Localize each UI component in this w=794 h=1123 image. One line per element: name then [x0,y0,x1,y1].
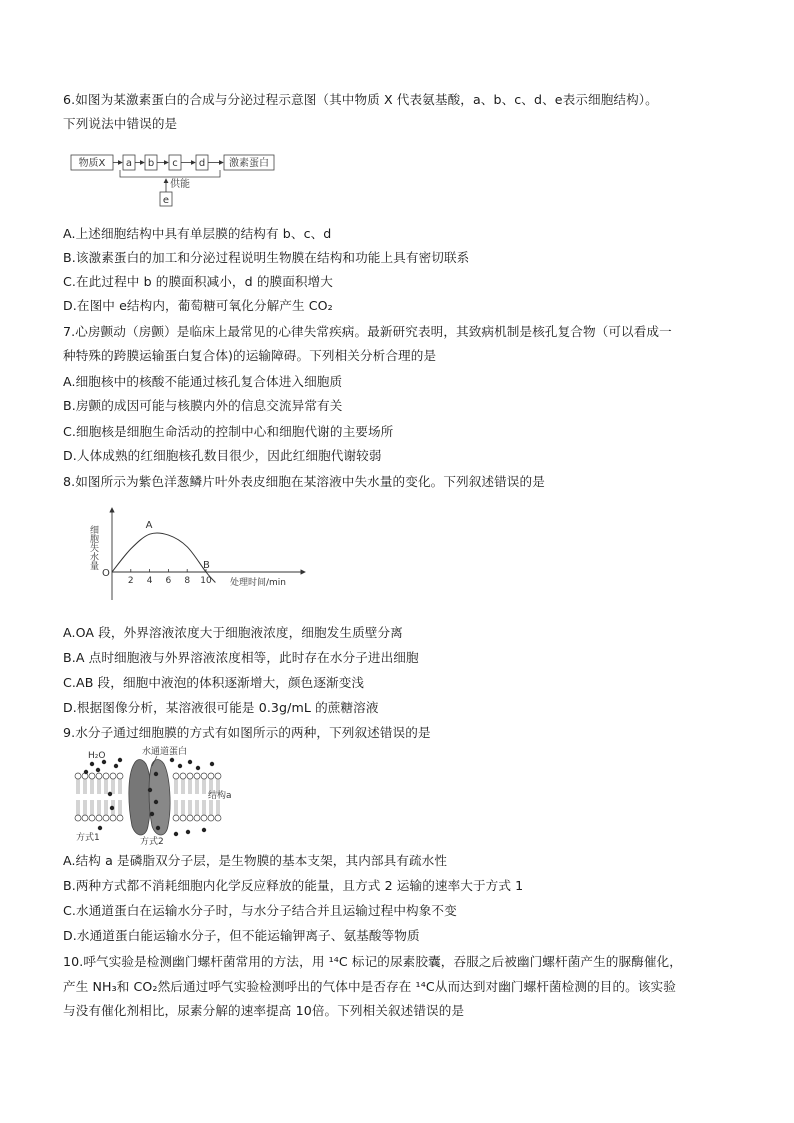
x-tick-label: 10 [200,576,212,586]
q6-stem-line2: 下列说法中错误的是 [63,116,178,131]
phospholipid-tail [203,800,205,815]
phospholipid-head [110,815,116,821]
phospholipid-tail [112,779,114,794]
q8-stem: 8.如图所示为紫色洋葱鳞片叶外表皮细胞在某溶液中失水量的变化。下列叙述错误的是 [63,474,545,489]
water-molecule [154,800,158,804]
q9-membrane-diagram [72,746,232,846]
phospholipid-head [89,815,95,821]
y-axis-label: 细胞失水量 [88,525,98,570]
q9-stem: 9.水分子通过细胞膜的方式有如图所示的两种，下列叙述错误的是 [63,725,431,740]
phospholipid-tail [175,800,177,815]
phospholipid-tail [182,779,184,794]
water-molecule [98,826,102,830]
phospholipid-head [208,815,214,821]
water-molecule [150,812,154,816]
water-molecule [108,792,112,796]
structure-a-label: 结构a [208,791,232,801]
phospholipid-head [215,773,221,779]
phospholipid-tail [119,779,121,794]
phospholipid-tail [217,800,219,815]
phospholipid-tail [196,800,198,815]
q6-option-d: D.在图中 e结构内，葡萄糖可氧化分解产生 CO₂ [63,298,333,313]
water-molecule [118,758,122,762]
box-d-label: d [198,158,206,169]
point-b-label: B [203,560,210,571]
phospholipid-head [187,815,193,821]
water-molecule [202,828,206,832]
phospholipid-head [82,815,88,821]
phospholipid-head [103,773,109,779]
q6-option-b: B.该激素蛋白的加工和分泌过程说明生物膜在结构和功能上具有密切联系 [63,250,470,265]
phospholipid-tail [189,779,191,794]
phospholipid-head [180,773,186,779]
phospholipid-head [180,815,186,821]
way2-label: 方式2 [140,837,164,846]
aquaporin-right [149,760,170,836]
water-molecule [186,830,190,834]
q7-option-b: B.房颤的成因可能与核膜内外的信息交流异常有关 [63,398,343,413]
phospholipid-head [117,815,123,821]
aquaporin-left [129,760,151,836]
phospholipid-head [75,773,81,779]
x-tick-label: 8 [184,576,191,586]
water-molecule [110,806,114,810]
phospholipid-tail [98,779,100,794]
phospholipid-head [103,815,109,821]
water-molecule [210,762,214,766]
phospholipid-tail [210,800,212,815]
box-b-label: b [147,158,155,169]
x-tick-label: 4 [146,576,153,586]
q9-option-c: C.水通道蛋白在运输水分子时，与水分子结合并且运输过程中构象不变 [63,903,457,918]
water-molecule [84,770,88,774]
q7-option-a: A.细胞核中的核酸不能通过核孔复合体进入细胞质 [63,374,343,389]
phospholipid-tail [105,779,107,794]
way1-label: 方式1 [76,833,100,843]
box-a-label: a [125,158,133,169]
q6-option-c: C.在此过程中 b 的膜面积减小，d 的膜面积增大 [63,274,333,289]
q7-stem-line2: 种特殊的跨膜运输蛋白复合体)的运输障碍。下列相关分析合理的是 [63,348,437,363]
phospholipid-tail [98,800,100,815]
q8-option-d: D.根据图像分析，某溶液很可能是 0.3g/mL 的蔗糖溶液 [63,700,379,715]
q10-line3: 与没有催化剂相比，尿素分解的速率提高 10倍。下列相关叙述错误的是 [63,1003,465,1018]
water-molecule [96,768,100,772]
water-molecule [154,772,158,776]
phospholipid-head [201,773,207,779]
phospholipid-tail [91,779,93,794]
phospholipid-head [110,773,116,779]
phospholipid-head [208,773,214,779]
phospholipid-tail [91,800,93,815]
phospholipid-tail [203,779,205,794]
box-c-label: c [172,158,178,169]
phospholipid-head [201,815,207,821]
phospholipid-tail [105,800,107,815]
q6-diagram [70,150,280,210]
phospholipid-head [187,773,193,779]
water-molecule [174,832,178,836]
phospholipid-tail [119,800,121,815]
phospholipid-tail [182,800,184,815]
q7-option-c: C.细胞核是细胞生命活动的控制中心和细胞代谢的主要场所 [63,424,394,439]
x-tick-label: 6 [165,576,172,586]
q10-line1: 10.呼气实验是检测幽门螺杆菌常用的方法，用 ¹⁴C 标记的尿素胶囊，吞服之后被幽门螺杆菌产生的脲酶催化， [63,954,682,969]
q7-stem-line1: 7.心房颤动（房颤）是临床上最常见的心律失常疾病。最新研究表明，其致病机制是核孔复合物（可以看成一 [63,324,672,339]
water-molecule [196,766,200,770]
q8-chart [80,500,310,608]
phospholipid-tail [84,779,86,794]
water-molecule [156,826,160,830]
box-e-label: e [162,195,170,206]
water-molecule [114,764,118,768]
q9-option-d: D.水通道蛋白能运输水分子，但不能运输钾离子、氨基酸等物质 [63,928,420,943]
phospholipid-head [173,773,179,779]
box-x-label: 物质X [78,158,106,169]
phospholipid-tail [84,800,86,815]
q10-line2: 产生 NH₃和 CO₂然后通过呼气实验检测呼出的气体中是否存在 ¹⁴C从而达到对幽门螺杆菌检测的目的。该实验 [63,979,676,994]
phospholipid-head [194,773,200,779]
phospholipid-tail [77,779,79,794]
q8-option-c: C.AB 段，细胞中液泡的体积逐渐增大，颜色逐渐变浅 [63,675,365,690]
x-axis-label: 处理时间/min [230,578,287,588]
phospholipid-head [96,815,102,821]
q8-option-b: B.A 点时细胞液与外界溶液浓度相等，此时存在水分子进出细胞 [63,650,419,665]
phospholipid-head [215,815,221,821]
phospholipid-head [173,815,179,821]
phospholipid-head [96,773,102,779]
phospholipid-head [194,815,200,821]
water-molecule [188,760,192,764]
x-tick-label: 2 [127,576,134,586]
channel-label: 水通道蛋白 [142,747,188,757]
point-a-label: A [145,520,153,532]
water-molecule [148,788,152,792]
box-out-label: 激素蛋白 [229,158,269,169]
q7-option-d: D.人体成熟的红细胞核孔数目很少，因此红细胞代谢较弱 [63,448,382,463]
phospholipid-tail [196,779,198,794]
origin-label: O [102,568,110,579]
q6-option-a: A.上述细胞结构中具有单层膜的结构有 b、c、d [63,226,332,241]
q9-option-a: A.结构 a 是磷脂双分子层，是生物膜的基本支架，其内部具有疏水性 [63,853,448,868]
q8-option-a: A.OA 段，外界溶液浓度大于细胞液浓度，细胞发生质壁分离 [63,625,403,640]
h2o-label: H₂O [88,751,106,761]
phospholipid-head [117,773,123,779]
phospholipid-head [89,773,95,779]
water-molecule [178,764,182,768]
q6-stem-line1: 6.如图为某激素蛋白的合成与分泌过程示意图（其中物质 X 代表氨基酸，a、b、c、d、e表示细胞结构）。 [63,92,658,107]
water-molecule [170,758,174,762]
phospholipid-tail [175,779,177,794]
phospholipid-head [75,815,81,821]
water-molecule [90,762,94,766]
phospholipid-tail [77,800,79,815]
q9-option-b: B.两种方式都不消耗细胞内化学反应释放的能量，且方式 2 运输的速率大于方式 1 [63,878,524,893]
supply-label: 供能 [170,179,190,190]
phospholipid-tail [189,800,191,815]
